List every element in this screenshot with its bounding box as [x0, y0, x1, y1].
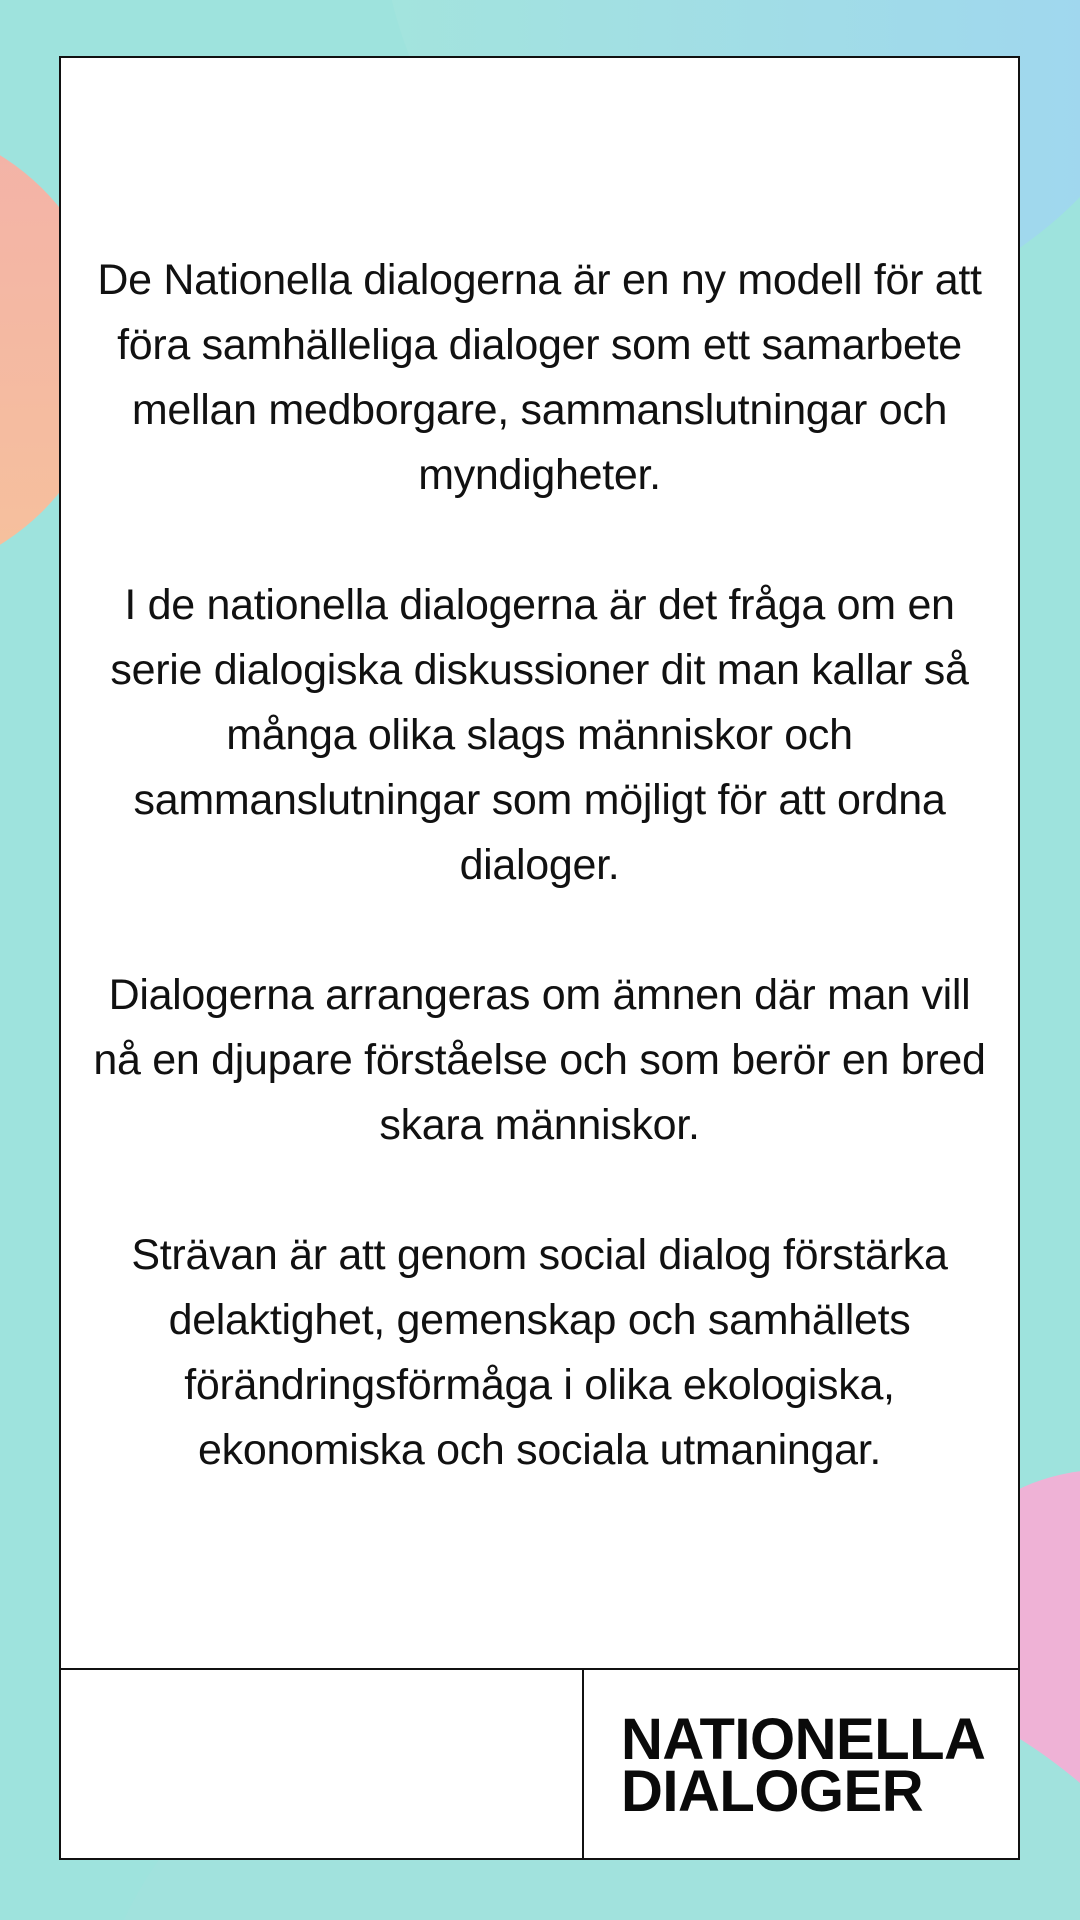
- paragraph-topics: Dialogerna arrangeras om ämnen där man vill nå en djupare förståelse och som berör en bred skara människor.: [93, 971, 986, 1149]
- body-text: [91, 248, 988, 1548]
- paragraph-dialogues: I de nationella dialogerna är det fråga om en serie dialogiska diskussioner dit man kallar så många olika slags människor och sammanslutningar som möjligt för att ordna dialoger.: [110, 581, 969, 889]
- logo-line-2: DIALOGER: [621, 1759, 924, 1824]
- logo-line-1: NATIONELLA: [621, 1707, 986, 1772]
- footer-divider: [582, 1670, 584, 1858]
- logo-wordmark: [621, 1707, 986, 1824]
- paragraph-aim: Strävan är att genom social dialog förstärka delaktighet, gemenskap och samhällets förändringsförmåga i olika ekologiska, ekonomiska och sociala utmaningar.: [131, 1231, 948, 1474]
- paragraph-intro: De Nationella dialogerna är en ny modell för att föra samhälleliga dialoger som ett samarbete mellan medborgare, sammanslutningar och myndigheter.: [97, 256, 982, 499]
- content-card: [59, 56, 1020, 1860]
- card-footer: [61, 1668, 1018, 1858]
